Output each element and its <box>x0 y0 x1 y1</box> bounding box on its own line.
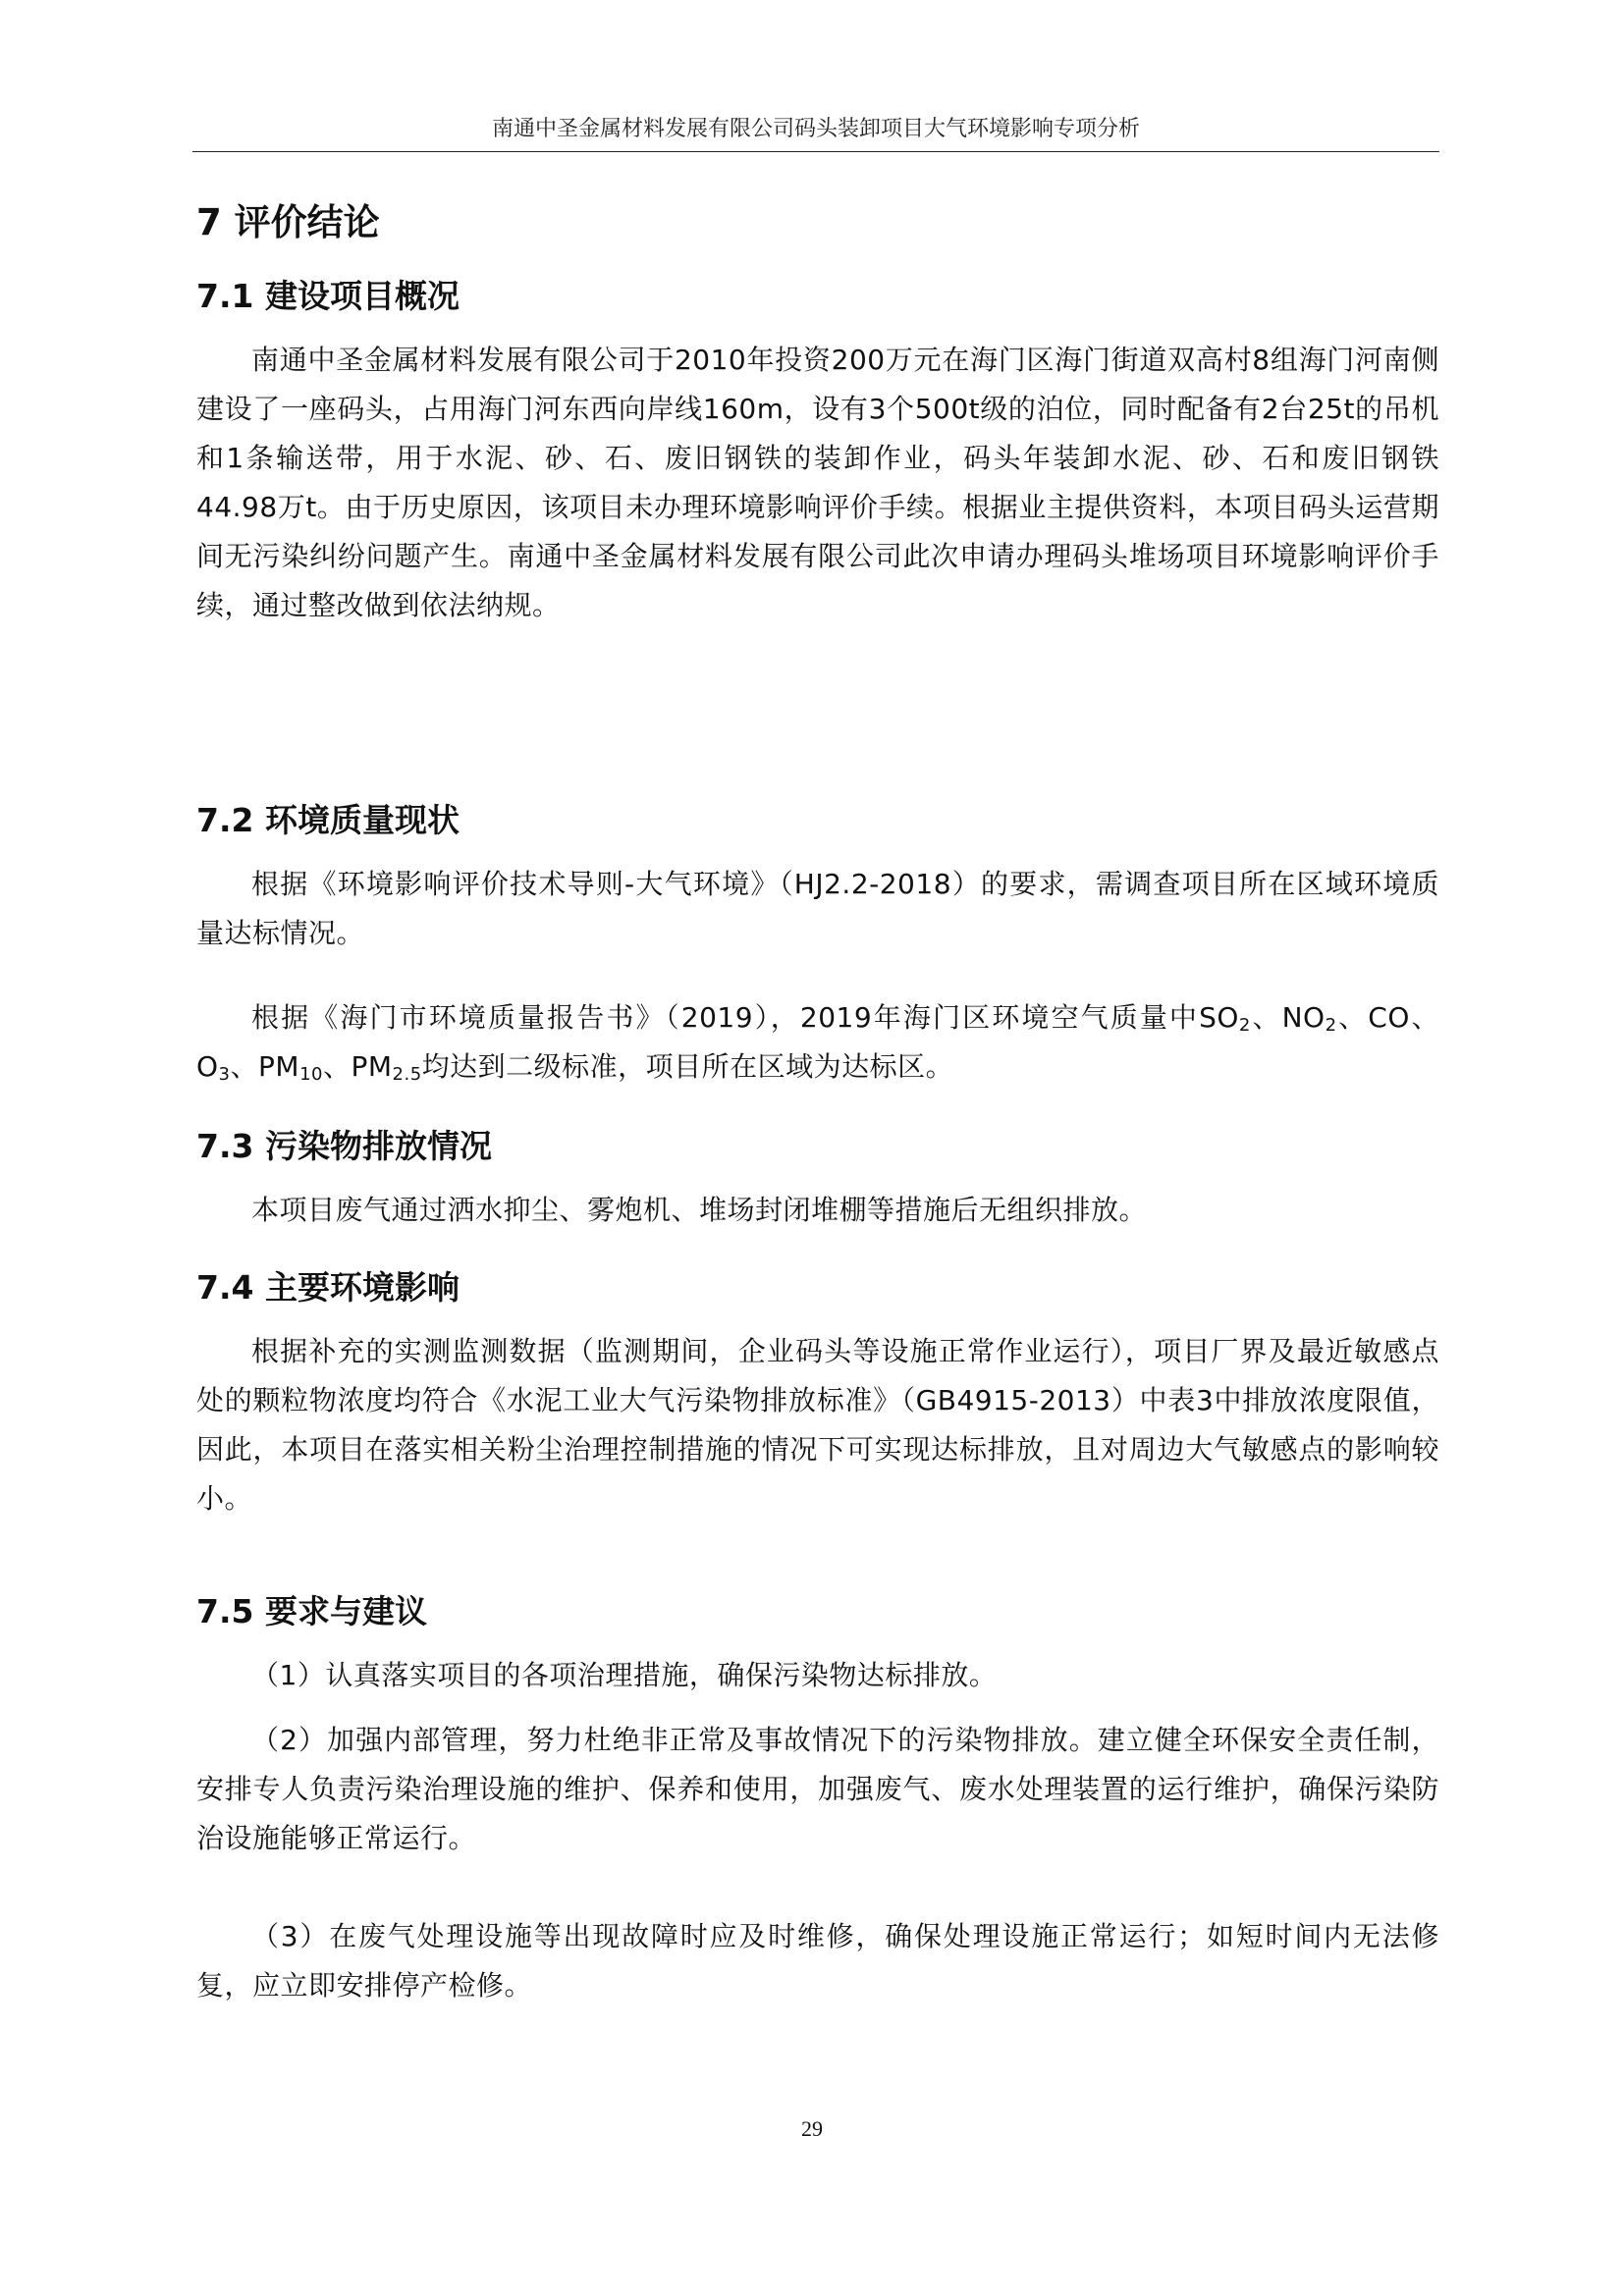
section-heading-7-4: 7.4 主要环境影响 <box>196 1268 460 1307</box>
quality-report-prefix: 根据《海门市环境质量报告书》（2019），2019年海门区环境空气质量中 <box>251 1001 1200 1034</box>
header-rule <box>192 151 1439 152</box>
section-heading-7-5: 7.5 要求与建议 <box>196 1592 427 1630</box>
chapter-title: 7 评价结论 <box>196 201 380 243</box>
paragraph-environmental-impact: 根据补充的实测监测数据（监测期间，企业码头等设施正常作业运行），项目厂界及最近敏感点处的颗粒物浓度均符合《水泥工业大气污染物排放标准》（GB4915-2013）中表3中排放浓度限值，因此，本项目在落实相关粉尘治理控制措施的情况下可实现达标排放，且对周边大气敏感点的影响较小。 <box>196 1335 1439 1515</box>
pollutant-no2: $NO_2$ <box>1281 1001 1337 1036</box>
recommendation-item-2: （2）加强内部管理，努力杜绝非正常及事故情况下的污染物排放。建立健全环保安全责任制，安排专人负责污染治理设施的维护、保养和使用，加强废气、废水处理装置的运行维护，确保污染防治设施能够正常运行。 <box>196 1724 1439 1854</box>
pollutant-so2: $SO_2$ <box>1199 1001 1251 1036</box>
paragraph-quality-guideline: 根据《环境影响评价技术导则-大气环境》（HJ2.2-2018）的要求，需调查项目所在区域环境质量达标情况。 <box>196 868 1439 949</box>
running-header: 南通中圣金属材料发展有限公司码头装卸项目大气环境影响专项分析 <box>491 117 1140 141</box>
paragraph-project-overview: 南通中圣金属材料发展有限公司于2010年投资200万元在海门区海门街道双高村8组海门河南侧建设了一座码头，占用海门河东西向岸线160m，设有3个500t级的泊位，同时配备有2台25t的吊机和1条输送带，用于水泥、砂、石、废旧钢铁的装卸作业，码头年装卸水泥、砂、石和废旧钢铁44.98万t。由于历史原因，该项目未办理环境影响评价手续。根据业主提供资料，本项目码头运营期间无污染纠纷问题产生。南通中圣金属材料发展有限公司此次申请办理码头堆场项目环境影响评价手续，通过整改做到依法纳规。 <box>196 344 1439 621</box>
pollutant-pm25: $PM_{2.5}$ <box>351 1050 422 1085</box>
pollutant-o3: $O_3$ <box>196 1050 231 1085</box>
page-number: 29 <box>801 2116 823 2141</box>
pollutant-co: CO <box>1368 1001 1410 1034</box>
paragraph-emissions: 本项目废气通过洒水抑尘、雾炮机、堆场封闭堆棚等措施后无组织排放。 <box>251 1194 1148 1226</box>
quality-report-suffix: 均达到二级标准，项目所在区域为达标区。 <box>421 1050 954 1083</box>
recommendation-item-3: （3）在废气处理设施等出现故障时应及时维修，确保处理设施正常运行；如短时间内无法修复，应立即安排停产检修。 <box>196 1920 1439 2002</box>
section-heading-7-3: 7.3 污染物排放情况 <box>196 1127 492 1165</box>
pollutant-pm10: $PM_{10}$ <box>258 1050 323 1085</box>
section-heading-7-2: 7.2 环境质量现状 <box>196 801 460 839</box>
paragraph-quality-report: 根据《海门市环境质量报告书》（2019），2019年海门区环境空气质量中$SO_2$、$NO_2$、CO、$O_3$、$PM_{10}$、$PM_{2.5}$均达到二级标准，项目所在区域为达标区。 <box>196 1001 1439 1085</box>
recommendation-item-1: （1）认真落实项目的各项治理措施，确保污染物达标排放。 <box>251 1659 998 1691</box>
section-heading-7-1: 7.1 建设项目概况 <box>196 277 460 315</box>
